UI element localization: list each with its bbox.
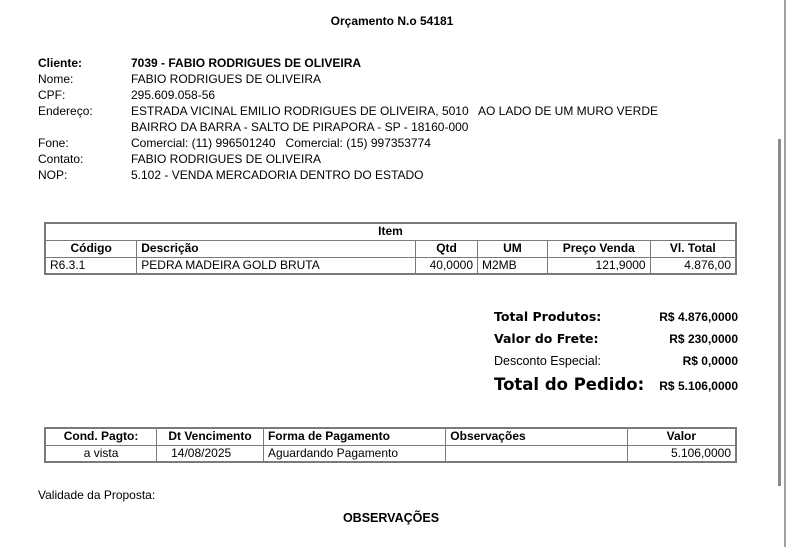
address-value-2: BAIRRO DA BARRA - SALTO DE PIRAPORA - SP - 18160-000 — [131, 120, 469, 134]
header-qtd: Qtd — [416, 240, 478, 257]
frete-row — [494, 328, 738, 350]
total-pedido-row — [494, 372, 738, 398]
address-row — [38, 103, 658, 119]
header-um: UM — [478, 240, 548, 257]
contact-value: FABIO RODRIGUES DE OLIVEIRA — [131, 152, 322, 166]
vertical-scrollbar-thumb[interactable] — [778, 139, 781, 486]
header-vl-total: Vl. Total — [650, 240, 736, 257]
table-row — [45, 445, 736, 462]
cell-forma-pagamento: Aguardando Pagamento — [263, 445, 445, 462]
contact-row — [38, 151, 658, 167]
cpf-value: 295.609.058-56 — [131, 88, 216, 102]
header-observacoes: Observações — [446, 428, 627, 445]
desconto-value: R$ 0,0000 — [682, 354, 738, 368]
total-produtos-row — [494, 306, 738, 328]
client-label: Cliente: — [38, 56, 83, 70]
cell-observacoes — [446, 445, 627, 462]
header-preco-venda: Preço Venda — [547, 240, 650, 257]
name-label: Nome: — [38, 72, 74, 86]
payment-table — [44, 427, 737, 463]
totals-summary — [494, 306, 738, 398]
header-cond-pagto: Cond. Pagto: — [45, 428, 157, 445]
cell-descricao: PEDRA MADEIRA GOLD BRUTA — [137, 257, 416, 274]
contact-label: Contato: — [38, 152, 84, 166]
header-codigo: Código — [45, 240, 137, 257]
address-value: ESTRADA VICINAL EMILIO RODRIGUES DE OLIVEIRA, 5010 AO LADO DE UM MURO VERDE — [131, 104, 659, 118]
cpf-label: CPF: — [38, 88, 66, 102]
client-value: 7039 - FABIO RODRIGUES DE OLIVEIRA — [131, 56, 362, 70]
cell-qtd: 40,0000 — [416, 257, 478, 274]
name-value: FABIO RODRIGUES DE OLIVEIRA — [131, 72, 322, 86]
name-row — [38, 71, 658, 87]
total-produtos-label: Total Produtos: — [494, 309, 602, 324]
cpf-row — [38, 87, 658, 103]
validade-proposta-label: Validade da Proposta: — [38, 488, 156, 502]
header-descricao: Descrição — [137, 240, 416, 257]
cell-vl-total: 4.876,00 — [650, 257, 736, 274]
cell-dt-vencimento: 14/08/2025 — [157, 445, 264, 462]
phone-value: Comercial: (11) 996501240 Comercial: (15) 997353774 — [131, 136, 431, 150]
header-forma-pagamento: Forma de Pagamento — [263, 428, 445, 445]
address-row-2 — [38, 119, 658, 135]
page-edge-line — [784, 0, 786, 547]
observacoes-title: OBSERVAÇÕES — [342, 511, 440, 525]
client-info — [38, 55, 658, 183]
cell-cond-pagto: a vista — [45, 445, 157, 462]
items-caption: Item — [45, 223, 736, 240]
address-label-2 — [38, 119, 131, 135]
cell-codigo: R6.3.1 — [45, 257, 137, 274]
payment-header-row — [45, 428, 736, 445]
header-dt-vencimento: Dt Vencimento — [157, 428, 264, 445]
address-label: Endereço: — [38, 104, 93, 118]
frete-label: Valor do Frete: — [494, 331, 599, 346]
header-valor: Valor — [627, 428, 736, 445]
nop-label: NOP: — [38, 168, 68, 182]
desconto-row — [494, 350, 738, 372]
nop-value: 5.102 - VENDA MERCADORIA DENTRO DO ESTADO — [131, 168, 424, 182]
desconto-label: Desconto Especial: — [494, 354, 602, 368]
items-table — [44, 222, 737, 275]
table-row — [45, 257, 736, 274]
total-produtos-value: R$ 4.876,0000 — [659, 310, 738, 324]
cell-valor: 5.106,0000 — [627, 445, 736, 462]
items-header-row — [45, 240, 736, 257]
items-caption-row — [45, 223, 736, 240]
frete-value: R$ 230,0000 — [669, 332, 738, 346]
cell-preco-venda: 121,9000 — [547, 257, 650, 274]
cell-um: M2MB — [478, 257, 548, 274]
phone-row — [38, 135, 658, 151]
document-title: Orçamento N.o 54181 — [330, 14, 454, 28]
phone-label: Fone: — [38, 136, 69, 150]
client-row — [38, 55, 658, 71]
total-pedido-value: R$ 5.106,0000 — [659, 379, 738, 393]
nop-row — [38, 167, 658, 183]
total-pedido-label: Total do Pedido: — [494, 375, 645, 394]
